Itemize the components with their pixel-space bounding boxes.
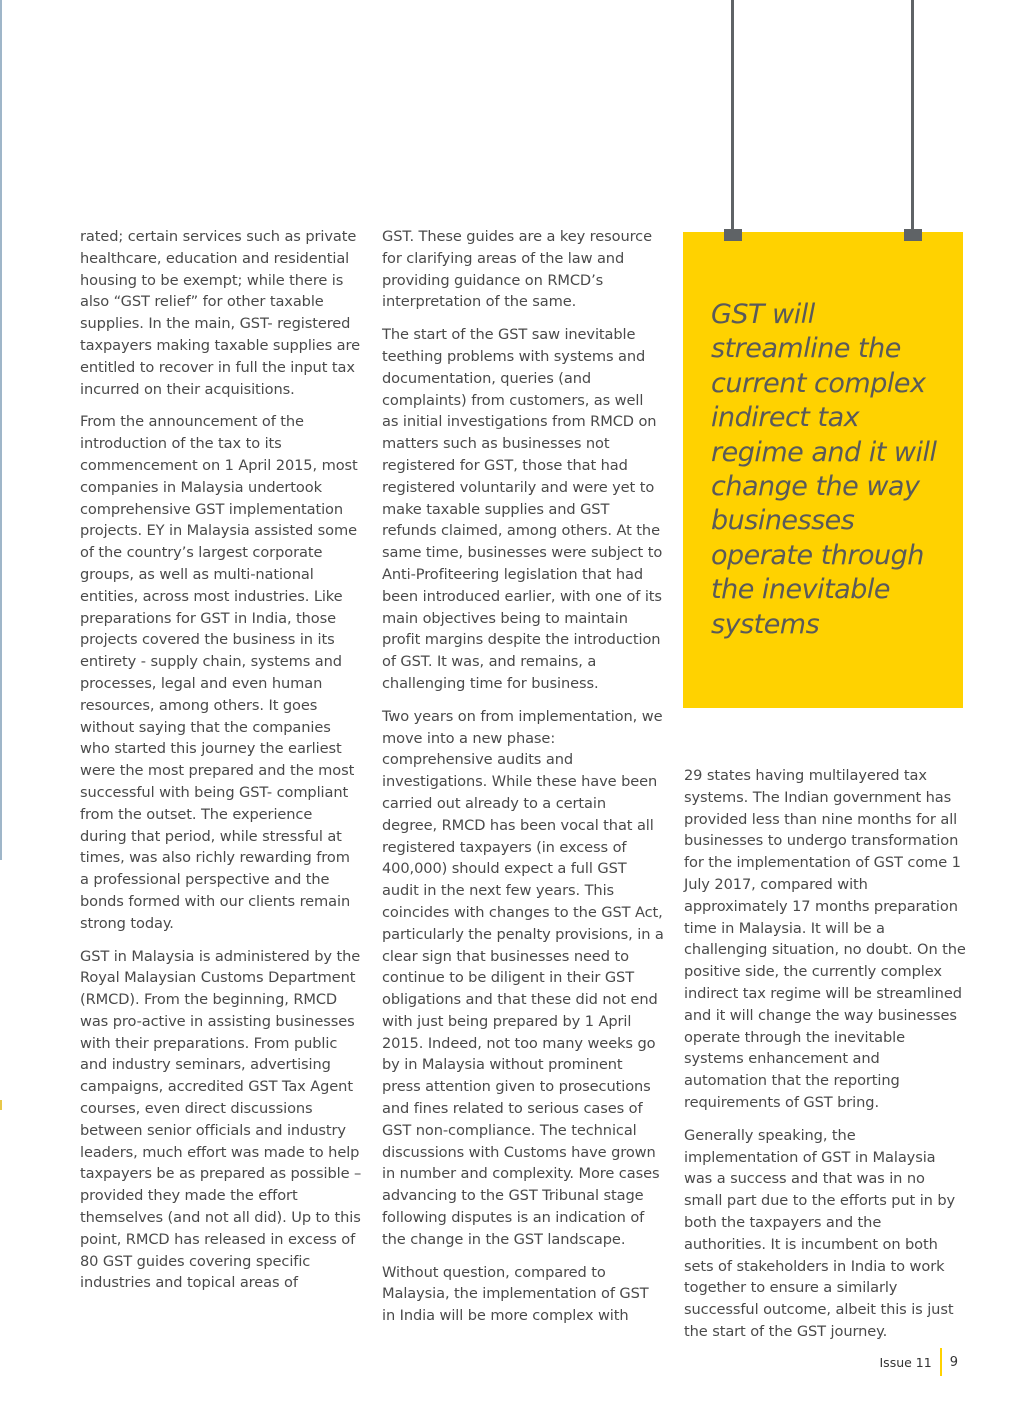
paragraph: The start of the GST saw inevitable teething problems with systems and documentation, queries (and complaints) from customers, as well as initial investigations from RMCD on matters such as businesses not registered for GST, those that had registered voluntarily and were yet to make taxable supplies and GST refunds claimed, among others. At the same time, businesses were subject to Anti-Profiteering legislation that had been introduced earlier, with one of its main objectives being to maintain profit margins despite the introduction of GST. It was, and remains, a challenging time for business. xyxy=(382,326,663,692)
page-footer xyxy=(880,1348,959,1376)
hanging-string-left xyxy=(731,0,734,232)
paragraph: From the announcement of the introduction of the tax to its commencement on 1 April 2015, most companies in Malaysia undertook comprehensive GST implementation projects. EY in Malaysia assisted some of the country’s largest corporate groups, as well as multi-national entities, across most industries. Like preparations for GST in India, those projects covered the business in its entirety - supply chain, systems and processes, legal and even human resources, among others. It goes without saying that the companies who started this journey the earliest were the most prepared and the most successful with being GST- compliant from the outset. The experience during that period, while stressful at times, was also richly rewarding from a professional perspective and the bonds formed with our clients remain strong today. xyxy=(80,413,358,932)
hanging-string-right xyxy=(911,0,914,232)
hanging-clip-right xyxy=(904,229,922,241)
paragraph: Generally speaking, the implementation of GST in Malaysia was a success and that was in no small part due to the efforts put in by both the taxpayers and the authorities. It is incumbent on both sets of stakeholders in India to work together to ensure a similarly successful outcome, albeit this is just the start of the GST journey. xyxy=(684,1126,956,1340)
left-edge-marker xyxy=(0,1100,2,1110)
issue-label: Issue 11 xyxy=(879,1354,932,1370)
paragraph: GST. These guides are a key resource for clarifying areas of the law and providing guidance on RMCD’s interpretation of the same. xyxy=(382,228,652,311)
left-edge-rule xyxy=(0,0,2,860)
pull-quote-text: GST will streamline the current complex indirect tax regime and it will change the way businesses operate through the inevitable systems xyxy=(711,299,937,640)
article-column-3 xyxy=(684,765,966,1354)
paragraph: Two years on from implementation, we move into a new phase: comprehensive audits and investigations. While these have been carried out already to a certain degree, RMCD has been vocal that all registered taxpayers (in excess of 400,000) should expect a full GST audit in the next few years. This coincides with changes to the GST Act, particularly the penalty provisions, in a clear sign that businesses need to continue to be diligent in their GST obligations and that these did not end with just being prepared by 1 April 2015. Indeed, not too many weeks go by in Malaysia without prominent press attention given to prosecutions and fines related to serious cases of GST non-compliance. The technical discussions with Customs have grown in number and complexity. More cases advancing to the GST Tribunal stage following disputes is an indication of the change in the GST landscape. xyxy=(382,707,664,1248)
paragraph: 29 states having multilayered tax systems. The Indian government has provided less than nine months for all businesses to undergo transformation for the implementation of GST come 1 July 2017, compared with approximately 17 months preparation time in Malaysia. It will be a challenging situation, no doubt. On the positive side, the currently complex indirect tax regime will be streamlined and it will change the way businesses operate through the inevitable systems enhancement and automation that the reporting requirements of GST bring. xyxy=(684,767,966,1111)
pull-quote-box xyxy=(683,232,963,708)
page-number: 9 xyxy=(949,1354,958,1370)
paragraph: Without question, compared to Malaysia, the implementation of GST in India will be more complex with xyxy=(382,1263,649,1325)
hanging-clip-left xyxy=(724,229,742,241)
paragraph: rated; certain services such as private healthcare, education and residential housing to be exempt; while there is also “GST relief” for other taxable supplies. In the main, GST- registered taxpayers making taxable supplies are entitled to recover in full the input tax incurred on their acquisitions. xyxy=(80,228,360,398)
paragraph: GST in Malaysia is administered by the Royal Malaysian Customs Department (RMCD). From the beginning, RMCD was pro-active in assisting businesses with their preparations. From public and industry seminars, advertising campaigns, accredited GST Tax Agent courses, even direct discussions between senior officials and industry leaders, much effort was made to help taxpayers be as prepared as possible – provided they made the effort themselves (and not all did). Up to this point, RMCD has released in excess of 80 GST guides covering specific industries and topical areas of xyxy=(80,947,362,1292)
article-column-1 xyxy=(80,226,362,1305)
article-column-2 xyxy=(382,226,664,1338)
